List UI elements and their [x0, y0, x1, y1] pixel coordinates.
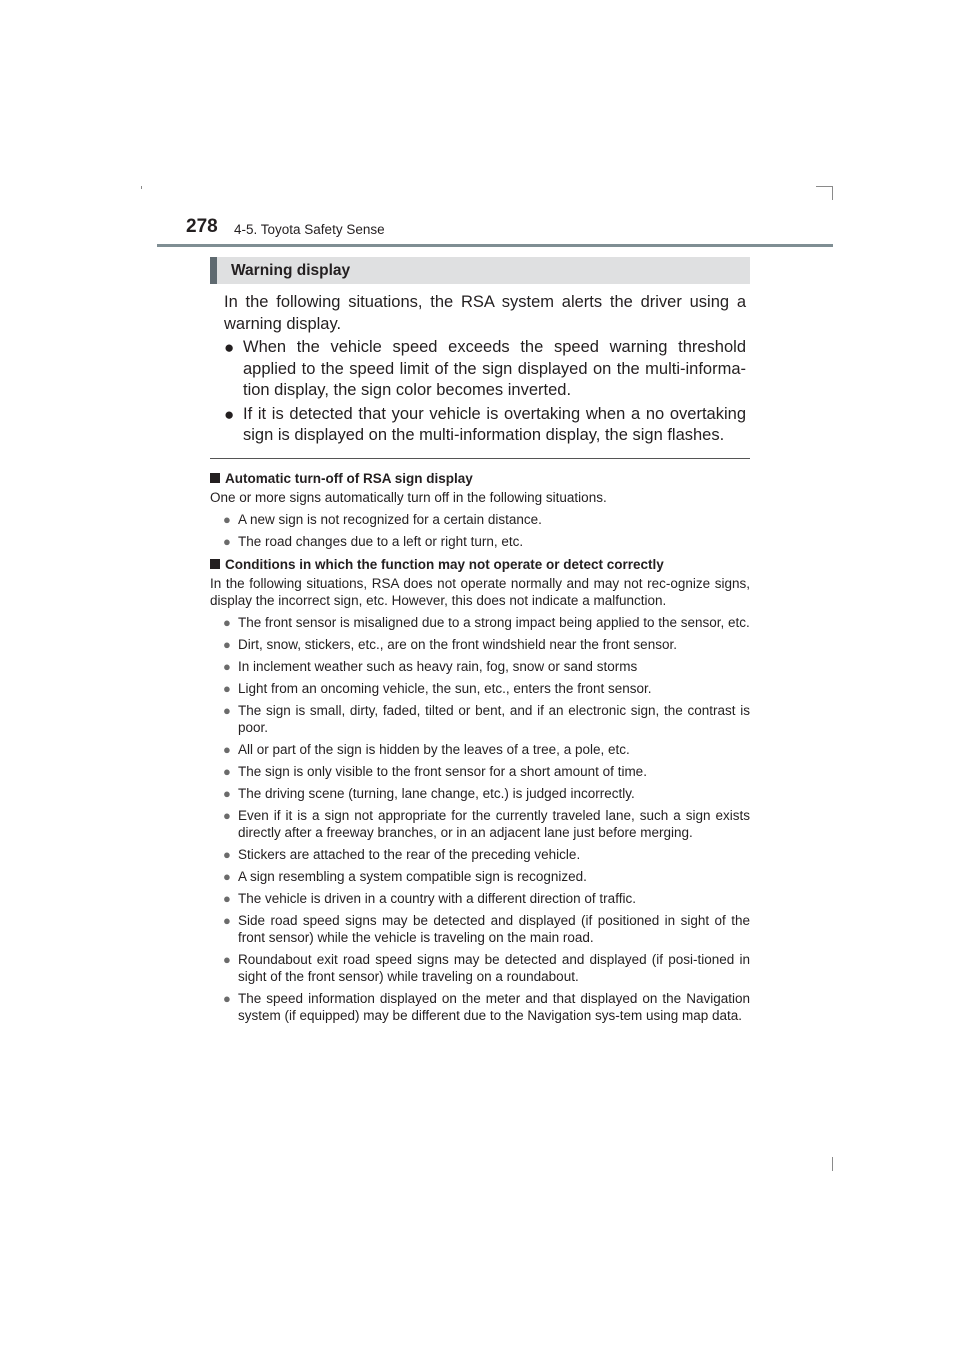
bullet-dot-icon: ●: [223, 869, 231, 884]
note-bullet: [210, 763, 750, 780]
bullet-dot-icon: ●: [223, 703, 231, 718]
section-breadcrumb: 4-5. Toyota Safety Sense: [234, 222, 385, 237]
header-rule: [157, 244, 833, 247]
bullet-dot-icon: ●: [223, 534, 231, 549]
note-bullet-text: The speed information displayed on the meter and that displayed on the Navigation system (if equipped) may be different due to the Navigation sys-tem using map data.: [238, 991, 750, 1023]
bullet-dot-icon: ●: [223, 808, 231, 823]
note-bullet-text: Dirt, snow, stickers, etc., are on the front windshield near the front sensor.: [238, 637, 677, 652]
note-bullet-text: Light from an oncoming vehicle, the sun, etc., enters the front sensor.: [238, 681, 652, 696]
note-bullet: [210, 868, 750, 885]
note-bullet: [210, 890, 750, 907]
note-bullet-text: Roundabout exit road speed signs may be detected and displayed (if posi-tioned in sight of the front sensor) while traveling on a roundabout.: [238, 952, 750, 984]
bullet-dot-icon: ●: [224, 404, 235, 424]
note-bullet: [210, 636, 750, 653]
crop-mark-top-left: [141, 186, 142, 189]
note-bullet-text: Side road speed signs may be detected and displayed (if positioned in sight of the front sensor) while the vehicle is traveling on the main road.: [238, 913, 750, 945]
note-heading: [210, 470, 750, 487]
note-bullet-text: A sign resembling a system compatible sign is recognized.: [238, 869, 587, 884]
note-bullet-text: In inclement weather such as heavy rain, fog, snow or sand storms: [238, 659, 638, 674]
note-paragraph: One or more signs automatically turn off in the following situations.: [210, 490, 607, 505]
bullet-dot-icon: ●: [223, 952, 231, 967]
bullet-dot-icon: ●: [223, 847, 231, 862]
note-bullet-text: The driving scene (turning, lane change, etc.) is judged incorrectly.: [238, 786, 635, 801]
note-heading-text: Automatic turn-off of RSA sign display: [225, 471, 473, 486]
note-bullet: [210, 614, 750, 631]
main-bullet: [224, 404, 746, 447]
note-bullet: [210, 511, 750, 528]
page-number: 278: [186, 216, 218, 237]
square-bullet-icon: [210, 559, 220, 569]
note-bullet: [210, 846, 750, 863]
bullet-dot-icon: ●: [223, 913, 231, 928]
bullet-dot-icon: ●: [223, 742, 231, 757]
bullet-dot-icon: ●: [223, 891, 231, 906]
notes-section: [210, 467, 750, 1024]
bullet-dot-icon: ●: [223, 637, 231, 652]
note-bullet: [210, 680, 750, 697]
note-bullet: [210, 658, 750, 675]
note-bullet-text: A new sign is not recognized for a certain distance.: [238, 512, 542, 527]
main-bullet-text: If it is detected that your vehicle is overtaking when a no overtaking sign is displayed on the multi-information display, the sign flashes.: [243, 404, 746, 444]
bullet-dot-icon: ●: [224, 338, 235, 357]
note-heading: [210, 556, 750, 573]
note-bullet-text: All or part of the sign is hidden by the leaves of a tree, a pole, etc.: [238, 742, 630, 757]
note-bullet-text: Stickers are attached to the rear of the preceding vehicle.: [238, 847, 581, 862]
bullet-dot-icon: ●: [223, 991, 231, 1006]
note-bullet: [210, 533, 750, 550]
bullet-dot-icon: ●: [223, 764, 231, 779]
note-bullet: [210, 785, 750, 802]
note-bullet: [210, 912, 750, 946]
main-intro: In the following situations, the RSA system alerts the driver using a warning display.: [224, 293, 746, 333]
bullet-dot-icon: ●: [223, 615, 231, 630]
section-title: Warning display: [231, 262, 351, 279]
bullet-dot-icon: ●: [223, 512, 231, 527]
main-bullet: [224, 337, 746, 402]
crop-mark-bottom-right-v: [832, 1157, 833, 1171]
note-bullet: [210, 951, 750, 985]
note-bullet: [210, 702, 750, 736]
note-bullet-text: The sign is only visible to the front sensor for a short amount of time.: [238, 764, 647, 779]
note-bullet-text: The vehicle is driven in a country with a different direction of traffic.: [238, 891, 636, 906]
section-title-bar: [210, 257, 750, 284]
note-heading-text: Conditions in which the function may not operate or detect correctly: [225, 557, 664, 572]
note-bullet-text: The front sensor is misaligned due to a strong impact being applied to the sensor, etc.: [238, 615, 750, 630]
note-bullet-text: Even if it is a sign not appropriate for the currently traveled lane, such a sign exists directly after a freeway branches, or in an adjacent lane just before merging.: [238, 808, 750, 840]
note-bullet-text: The road changes due to a left or right turn, etc.: [238, 534, 524, 549]
note-paragraph: In the following situations, RSA does not operate normally and may not rec-ognize signs, display the incorrect sign, etc. However, this does not indicate a malfunction.: [210, 576, 750, 608]
bullet-dot-icon: ●: [223, 659, 231, 674]
bullet-dot-icon: ●: [223, 786, 231, 801]
main-bullet-text: When the vehicle speed exceeds the speed warning threshold applied to the speed limit of the sign displayed on the multi-informa-tion display, the sign color becomes inverted.: [243, 338, 746, 399]
main-content: [224, 291, 746, 447]
notes-divider: [210, 458, 750, 459]
note-bullet: [210, 741, 750, 758]
note-bullet: [210, 990, 750, 1024]
bullet-dot-icon: ●: [223, 681, 231, 696]
note-bullet: [210, 807, 750, 841]
crop-mark-top-right-v: [832, 186, 833, 200]
crop-mark-top-right-h: [816, 186, 833, 187]
note-bullet-text: The sign is small, dirty, faded, tilted or bent, and if an electronic sign, the contrast is poor.: [238, 703, 750, 735]
square-bullet-icon: [210, 473, 220, 483]
